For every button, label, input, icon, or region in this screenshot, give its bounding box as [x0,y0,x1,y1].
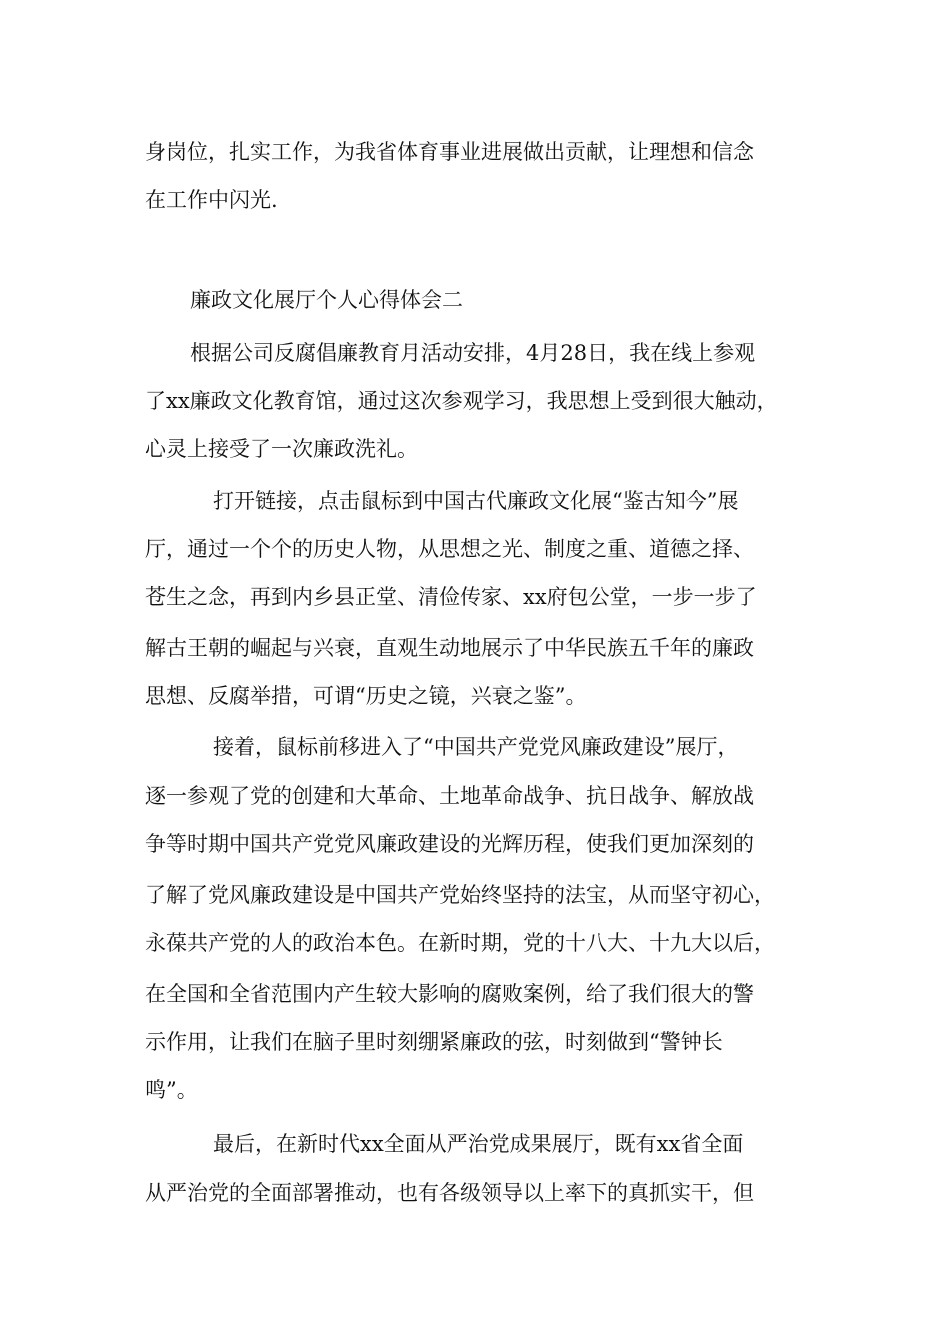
paragraph-2-line-2: 了xx廉政文化教育馆，通过这次参观学习，我思想上受到很大触动， [145,389,778,413]
paragraph-3-line-5: 思想、反腐举措，可谓“历史之镜，兴衰之鉴”。 [145,684,587,708]
paragraph-5-line-2: 从严治党的全面部署推动，也有各级领导以上率下的真抓实干，但 [145,1181,754,1205]
paragraph-1-line-1: 身岗位，扎实工作，为我省体育事业进展做出贡献，让理想和信念 [145,140,754,164]
paragraph-1-line-2: 在工作中闪光. [145,188,278,212]
paragraph-2-line-1: 根据公司反腐倡廉教育月活动安排，4月28日，我在线上参观 [190,341,756,365]
paragraph-3-line-1: 打开链接，点击鼠标到中国古代廉政文化展“鉴古知今”展 [213,489,739,513]
paragraph-4-line-1: 接着，鼠标前移进入了“中国共产党党风廉政建设”展厅， [213,735,739,759]
paragraph-2-line-3: 心灵上接受了一次廉政洗礼。 [145,437,418,461]
paragraph-4-line-8: 鸣”。 [145,1078,198,1102]
paragraph-3-line-3: 苍生之念，再到内乡县正堂、清俭传家、xx府包公堂，一步一步了 [145,585,757,609]
paragraph-4-line-6: 在全国和全省范围内产生较大影响的腐败案例，给了我们很大的警 [145,982,754,1006]
paragraph-3-line-2: 厅，通过一个个的历史人物，从思想之光、制度之重、道德之择、 [145,537,754,561]
paragraph-4-line-7: 示作用，让我们在脑子里时刻绷紧廉政的弦，时刻做到“警钟长 [145,1030,723,1054]
paragraph-4-line-2: 逐一参观了党的创建和大革命、土地革命战争、抗日战争、解放战 [145,784,754,808]
paragraph-5-line-1: 最后，在新时代xx全面从严治党成果展厅，既有xx省全面 [213,1132,744,1156]
paragraph-3-line-4: 解古王朝的崛起与兴衰，直观生动地展示了中华民族五千年的廉政 [145,636,754,660]
paragraph-4-line-3: 争等时期中国共产党党风廉政建设的光辉历程，使我们更加深刻的 [145,832,754,856]
paragraph-4-line-4: 了解了党风廉政建设是中国共产党始终坚持的法宝，从而坚守初心， [145,883,775,907]
paragraph-4-line-5: 永葆共产党的人的政治本色。在新时期，党的十八大、十九大以后， [145,931,775,955]
section-heading: 廉政文化展厅个人心得体会二 [190,288,463,312]
